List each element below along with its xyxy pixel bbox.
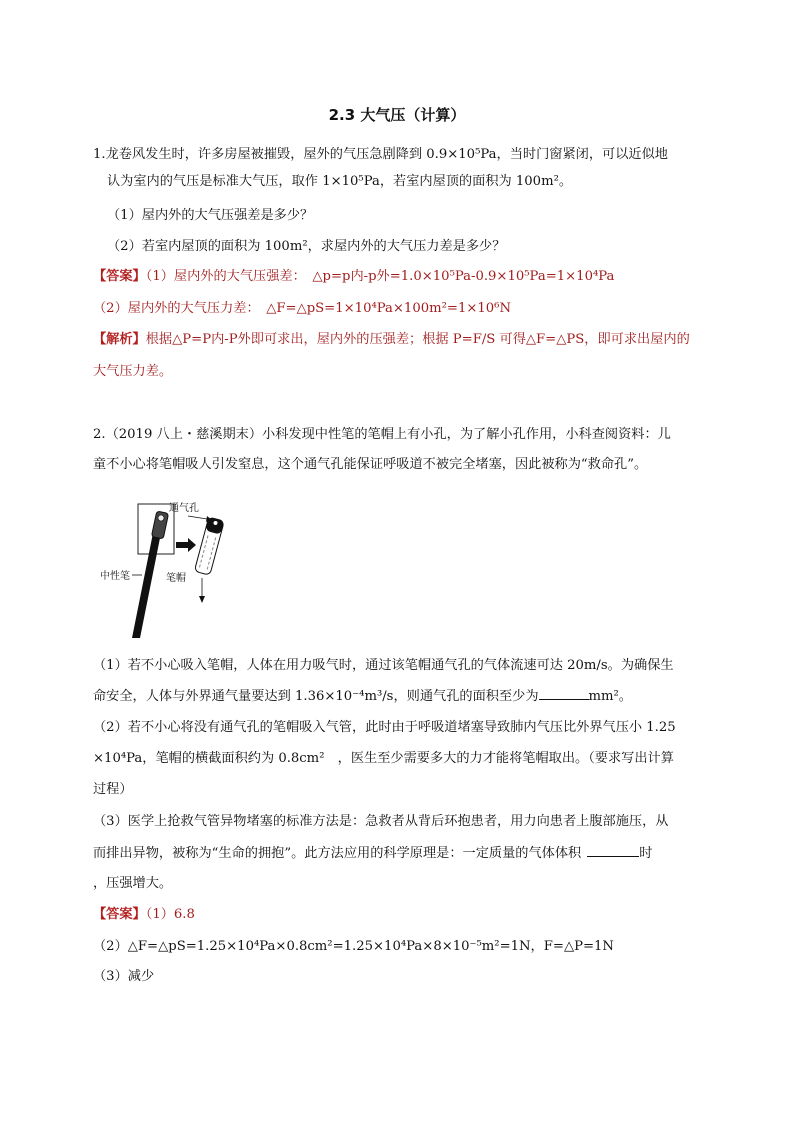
q2-part3-line2 — [93, 844, 652, 862]
q1-answer-label: 【答案】 — [93, 269, 146, 284]
q1-analysis-label: 【解析】 — [93, 332, 146, 347]
q2-stem-line2: 童不小心将笔帽吸人引发窒息，这个通气孔能保证呼吸道不被完全堵塞，因此被称为“救命孔”。 — [93, 457, 648, 472]
q1-answer-1: （1）屋内外的大气压强差： △p=p内-p外=1.0×10⁵Pa-0.9×10⁵Pa=1×10⁴Pa — [145, 269, 615, 284]
q2-stem-line1: 2.（2019 八上・慈溪期末）小科发现中性笔的笔帽上有小孔，为了解小孔作用，小科查阅资料：儿 — [93, 427, 671, 442]
q2-part2-line2: ×10⁴Pa，笔帽的横截面积约为 0.8cm² ，医生至少需要多大的力才能将笔帽取出。（要求写出计算 — [93, 751, 674, 766]
q2-answer-2: （2）△F=△pS=1.25×10⁴Pa×0.8cm²=1.25×10⁴Pa×8×10⁻⁵m²=1N，F=△P=1N — [93, 939, 614, 954]
hole-pointer — [188, 516, 207, 519]
page-title: 2.3 大气压（计算） — [328, 106, 466, 124]
pen-cap-figure — [96, 496, 236, 641]
cap-tip — [158, 515, 164, 521]
q2-answer-label: 【答案】 — [93, 907, 146, 922]
label-vent-hole: 通气孔 — [169, 503, 199, 514]
q2-part2-line1: （2）若不小心将没有通气孔的笔帽吸入气管，此时由于呼吸道堵塞导致肺内气压比外界气压小 1.25 — [93, 720, 676, 735]
q2-part3-line3: ，压强增大。 — [93, 876, 173, 891]
q2-part3-suffix: 时 — [639, 846, 653, 861]
q2-part3-line2-text: 而排出异物，被称为“生命的拥抱”。此方法应用的科学原理是：一定质量的气体体积 — [93, 846, 582, 861]
q1-stem-line1: 1.龙卷风发生时，许多房屋被摧毁，屋外的气压急剧降到 0.9×10⁵Pa，当时门窗紧闭，可以近似地 — [93, 147, 668, 162]
q2-part1-line1: （1）若不小心吸入笔帽，人体在用力吸气时，通过该笔帽通气孔的气体流速可达 20m/s。为确保生 — [93, 658, 674, 673]
enlarge-arrow-icon — [176, 538, 196, 552]
q2-answer-3: （3）减少 — [93, 969, 155, 984]
label-pen-cap: 笔帽 — [166, 573, 186, 584]
q1-subquestion-1: （1）屋内外的大气压强差是多少？ — [107, 208, 314, 223]
q2-answer-line1 — [93, 906, 195, 923]
q1-stem-line2: 认为室内的气压是标准大气压，取作 1×10⁵Pa，若室内屋顶的面积为 100m²。 — [107, 174, 573, 189]
q2-answer-1: （1）6.8 — [145, 907, 195, 922]
cap-pointer-head-icon — [199, 596, 205, 603]
enlarged-cap — [194, 517, 224, 575]
answer-blank-1 — [539, 687, 589, 700]
q2-part1-line2-text: 命安全，人体与外界通气量要达到 1.36×10⁻⁴m³/s，则通气孔的面积至少为 — [93, 689, 539, 704]
answer-blank-2 — [587, 844, 639, 857]
q1-analysis-2: 大气压力差。 — [93, 364, 173, 379]
q2-part1-unit: mm²。 — [588, 689, 632, 704]
label-gel-pen: 中性笔 — [100, 571, 130, 582]
q1-subquestion-2: （2）若室内屋顶的面积为 100m²，求屋内外的大气压力差是多少？ — [107, 239, 506, 254]
q1-analysis-line1 — [93, 331, 690, 348]
q2-part3-line1: （3）医学上抢救气管异物堵塞的标准方法是：急救者从背后环抱患者，用力向患者上腹部施压，从 — [93, 814, 669, 829]
q1-analysis-1: 根据△P=P内-P外即可求出，屋内外的压强差；根据 P=F/S 可得△F=△PS，即可求出屋内的 — [145, 332, 690, 347]
q1-answer-2: （2）屋内外的大气压力差： △F=△pS=1×10⁴Pa×100m²=1×10⁶N — [93, 301, 511, 316]
q2-part1-line2 — [93, 687, 632, 705]
q1-answer-line1 — [93, 268, 614, 285]
q2-part2-line3: 过程） — [93, 782, 133, 797]
